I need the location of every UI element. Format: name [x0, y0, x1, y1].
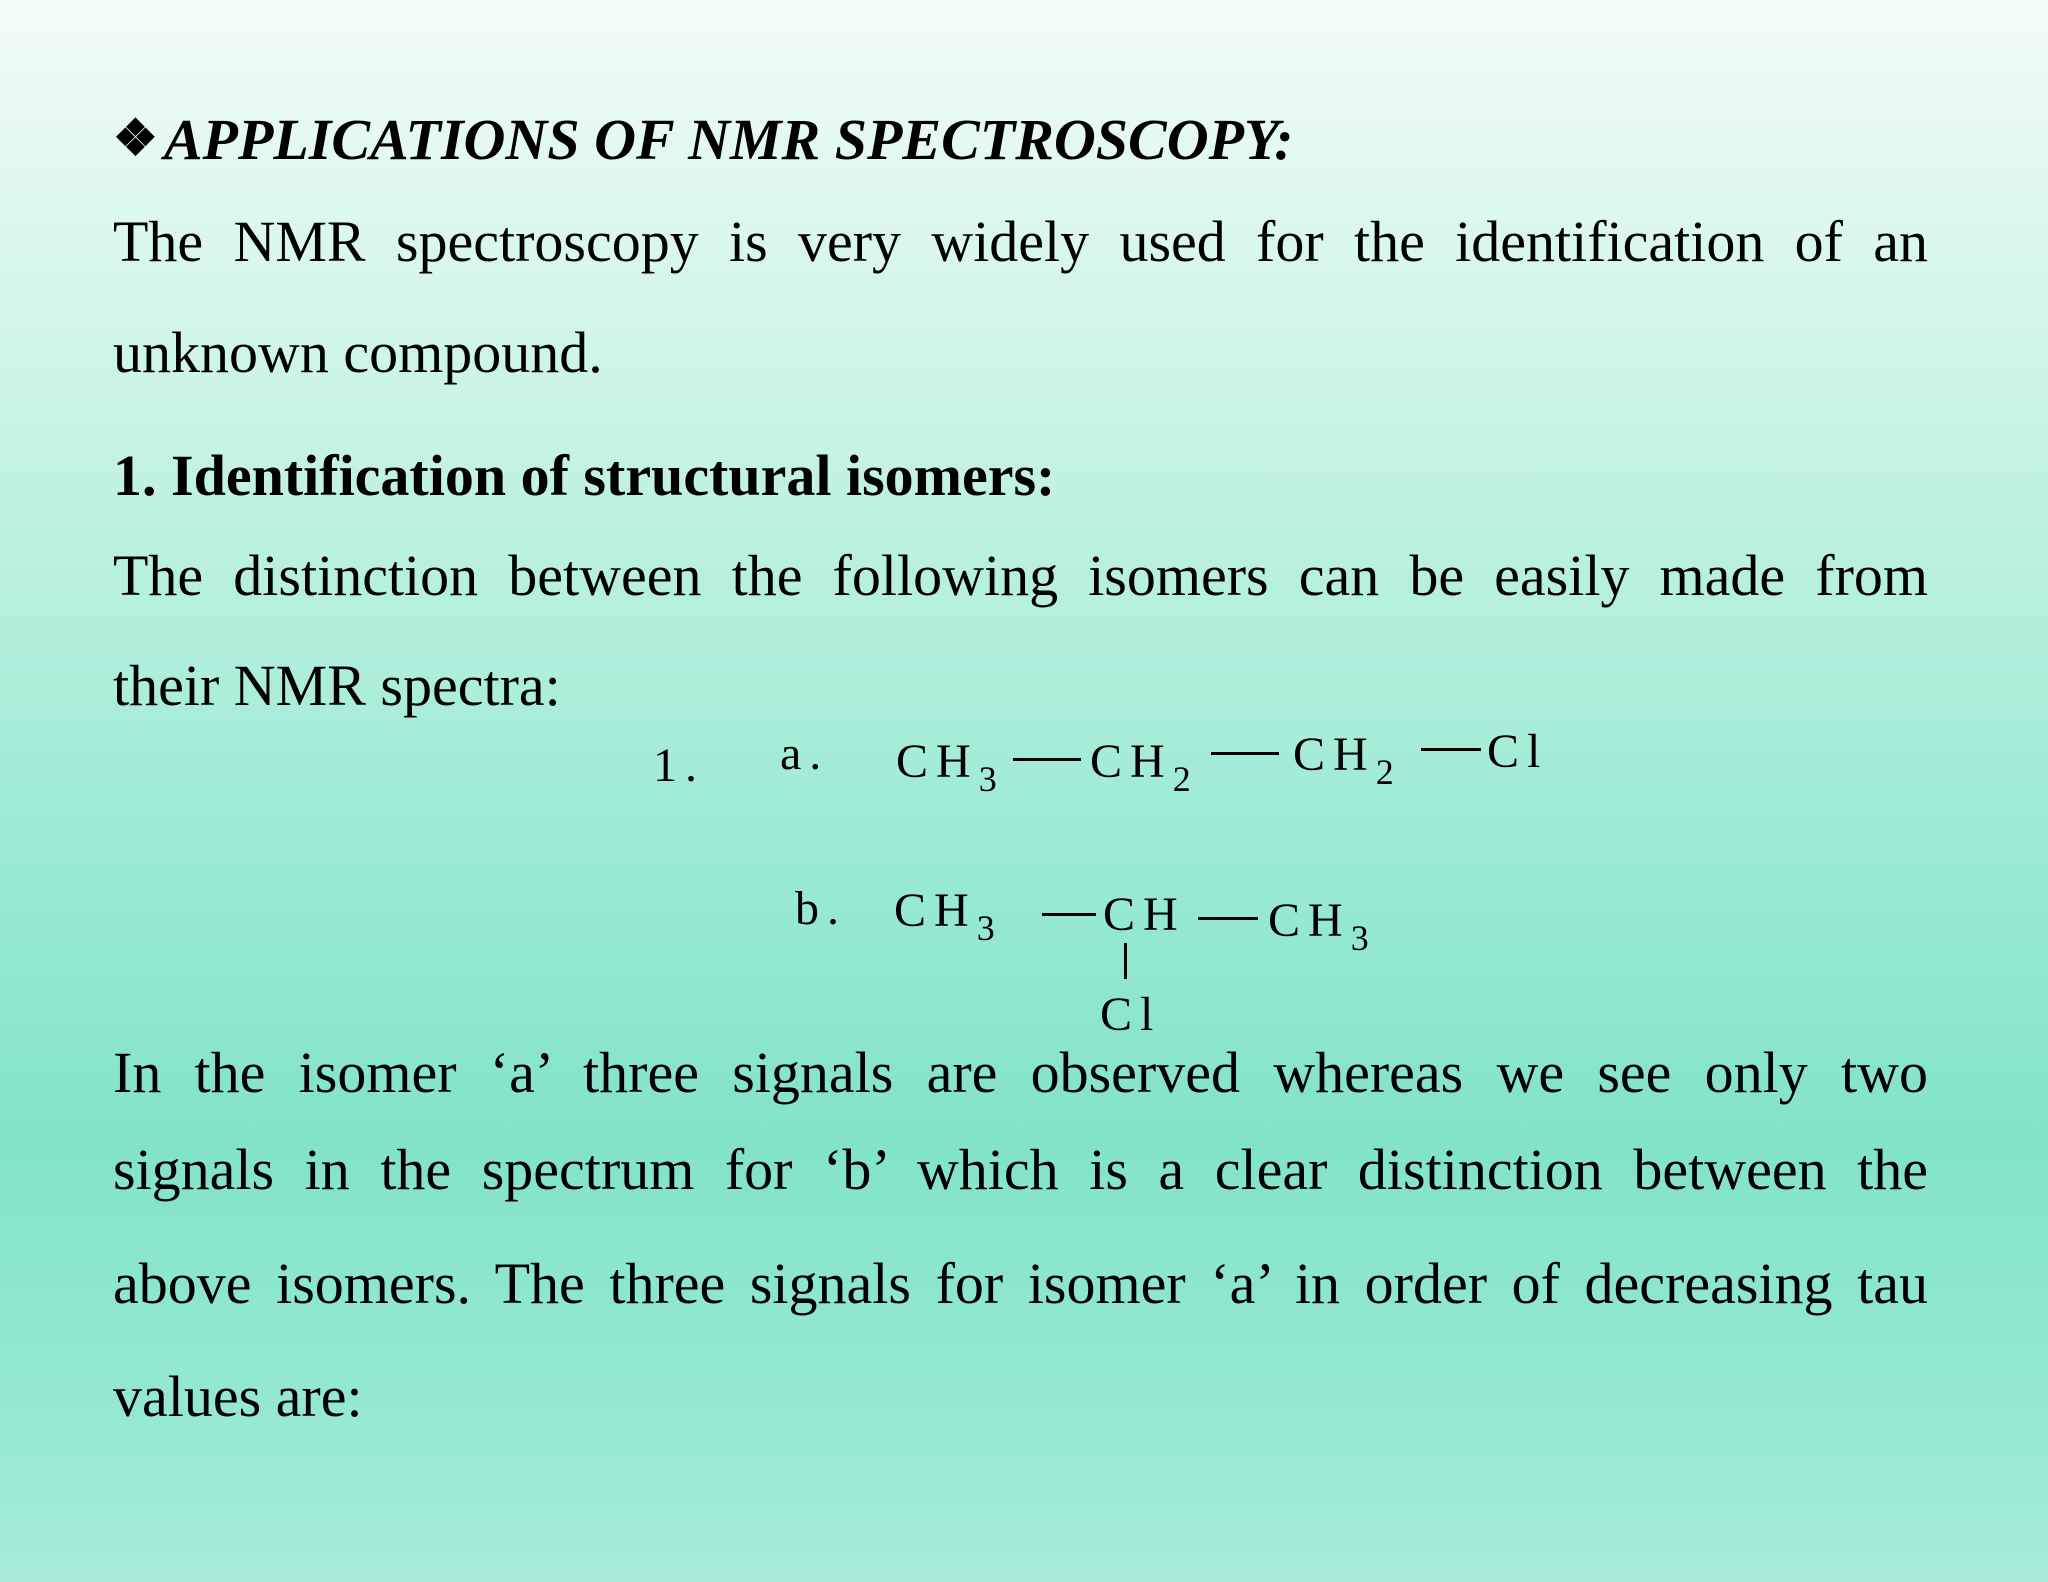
isomer-b-bond-2 — [1198, 917, 1258, 920]
isomer-b-bond-1 — [1042, 913, 1096, 916]
structure-item-number: 1. — [653, 739, 705, 792]
section-title: 1. Identification of structural isomers: — [113, 443, 1056, 508]
isomer-a-bond-3 — [1421, 748, 1481, 751]
intro-line-1: The NMR spectroscopy is very widely used for the identification of an — [113, 209, 1928, 274]
isomer-a-cl: Cl — [1487, 725, 1549, 778]
isomer-a-bond-1 — [1013, 758, 1081, 761]
isomer-a-ch2-second: $CH_2$ — [1293, 728, 1394, 792]
heading-text: APPLICATIONS OF NMR SPECTROSCOPY: — [163, 107, 1294, 172]
slide-heading — [113, 103, 1928, 175]
conclusion-line-3: above isomers. The three signals for isomer ‘a’ in order of decreasing tau — [113, 1251, 1928, 1316]
conclusion-line-1: In the isomer ‘a’ three signals are observed whereas we see only two — [113, 1040, 1928, 1105]
isomer-a-ch2-first: $CH_2$ — [1090, 735, 1191, 799]
isomer-b-ch3-left: $CH_3$ — [894, 884, 995, 948]
conclusion-line-2: signals in the spectrum for ‘b’ which is a clear distinction between the — [113, 1137, 1928, 1202]
isomer-b-branch-bond — [1124, 943, 1127, 979]
isomer-b-ch: CH — [1103, 888, 1186, 941]
diamond-bullet-icon: ❖ — [113, 110, 158, 166]
isomer-a-label: a. — [780, 727, 830, 780]
isomer-a-bond-2 — [1211, 752, 1279, 755]
isomer-b-ch3-right: $CH_3$ — [1268, 894, 1369, 958]
section-line-2: their NMR spectra: — [113, 653, 561, 718]
conclusion-line-4: values are: — [113, 1364, 363, 1429]
isomer-b-label: b. — [795, 882, 847, 935]
isomer-a-ch3: $CH_3$ — [896, 735, 997, 799]
isomer-b-cl: Cl — [1100, 988, 1162, 1041]
intro-line-2: unknown compound. — [113, 320, 603, 385]
section-line-1: The distinction between the following isomers can be easily made from — [113, 543, 1928, 608]
